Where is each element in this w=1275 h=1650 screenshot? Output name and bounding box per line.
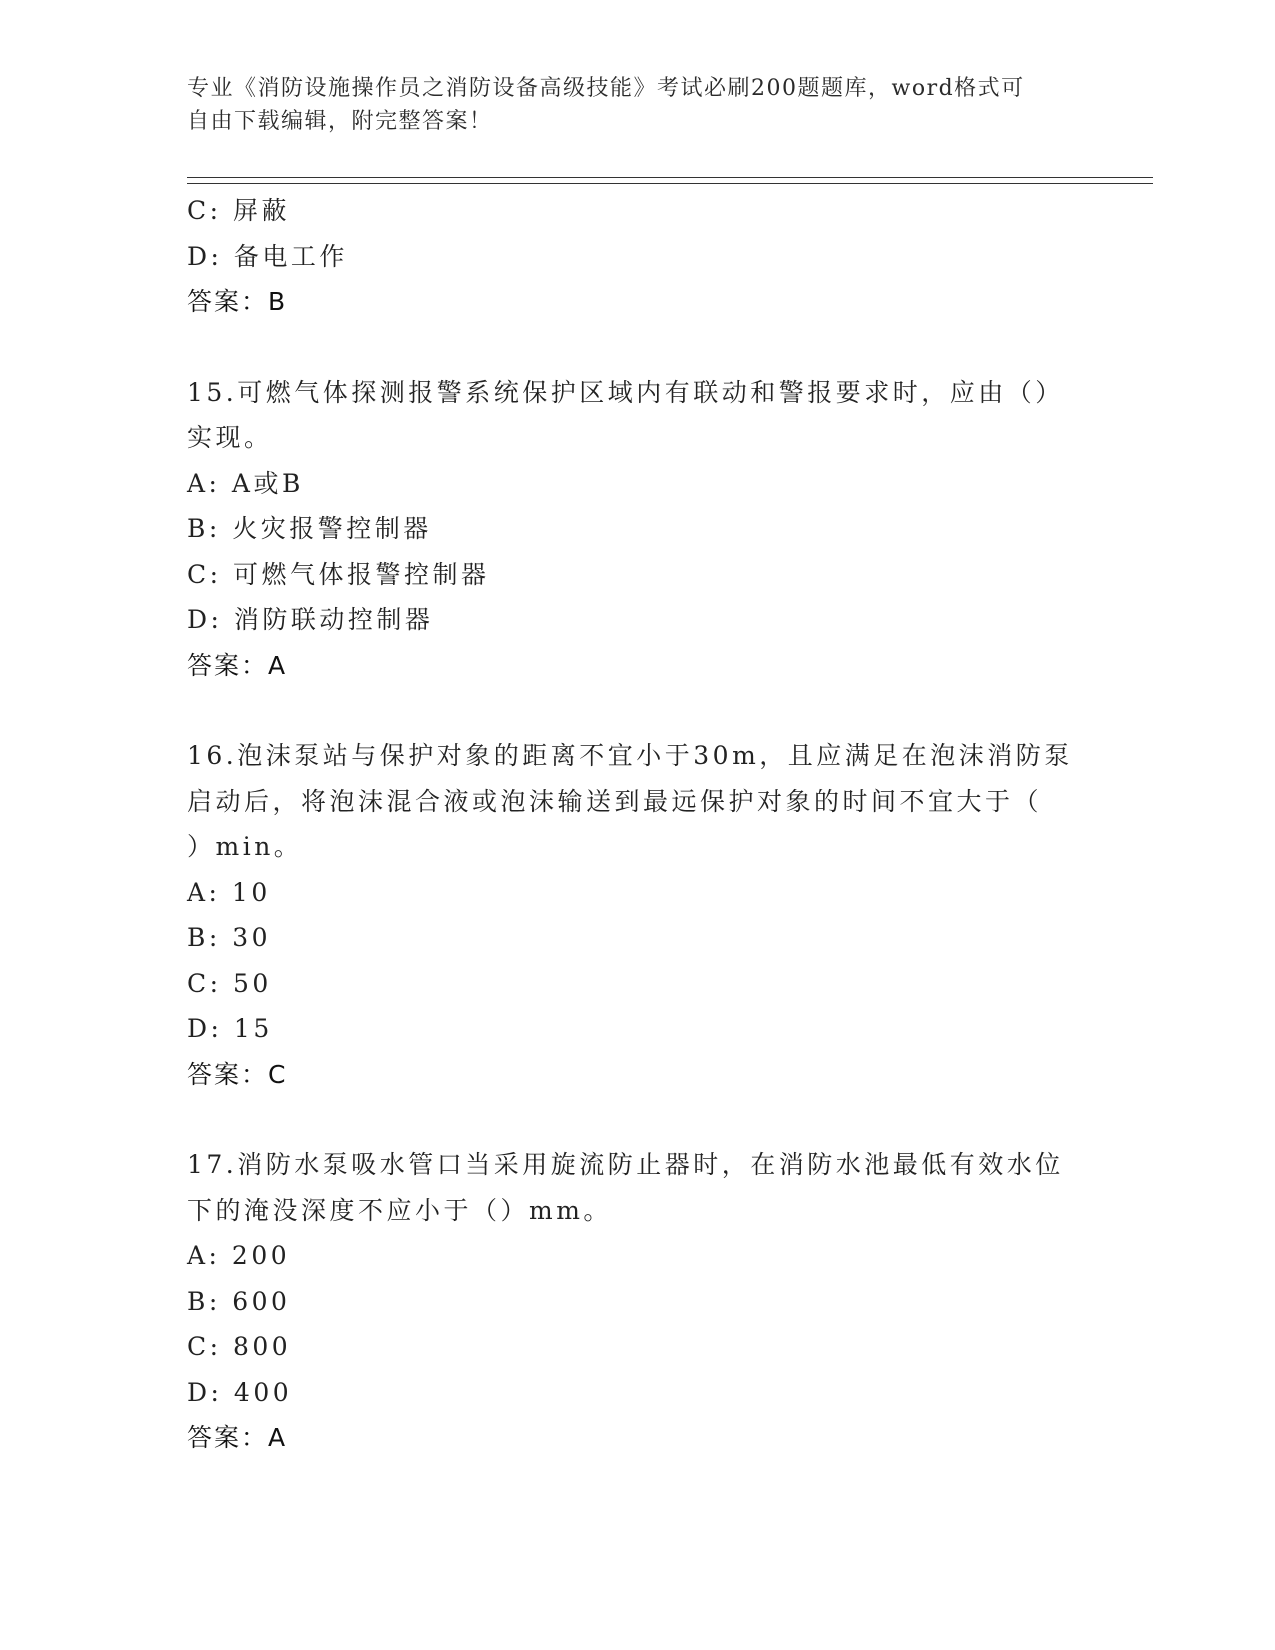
header-divider-top — [187, 177, 1153, 178]
question-list — [187, 188, 1087, 1461]
option-a: A: 10 — [187, 877, 271, 907]
document-header — [187, 72, 1067, 138]
option-d: D: 15 — [187, 1014, 273, 1043]
option-a: A: 200 — [187, 1241, 291, 1270]
option-b: B: 火灾报警控制器 — [187, 514, 432, 543]
option-c: C: 屏蔽 — [187, 196, 290, 225]
question-15 — [187, 370, 1087, 689]
question-text-line-2: 启动后，将泡沫混合液或泡沫输送到最远保护对象的时间不宜大于（ — [187, 786, 1043, 816]
answer-line: 答案：A — [187, 650, 288, 680]
header-title-line-1: 专业《消防设施操作员之消防设备高级技能》考试必刷200题题库，word格式可 — [187, 76, 1025, 101]
question-text-line-2: 实现。 — [187, 423, 273, 452]
question-text-line-1: 16.泡沫泵站与保护对象的距离不宜小于30m，且应满足在泡沫消防泵 — [187, 741, 1073, 770]
option-c: C: 50 — [187, 968, 272, 998]
answer-line: 答案：A — [187, 1423, 288, 1452]
answer-line: 答案：B — [187, 287, 288, 316]
option-a: A: A或B — [187, 468, 304, 498]
option-d: D: 消防联动控制器 — [187, 605, 434, 634]
question-text-line-2: 下的淹没深度不应小于（）mm。 — [187, 1195, 612, 1225]
question-text-line-1: 15.可燃气体探测报警系统保护区域内有联动和警报要求时，应由（） — [187, 377, 1064, 407]
header-title-line-2: 自由下载编辑，附完整答案！ — [187, 109, 493, 134]
option-c: C: 可燃气体报警控制器 — [187, 559, 490, 589]
question-text-line-3: ）min。 — [187, 832, 303, 861]
question-text-line-1: 17.消防水泵吸水管口当采用旋流防止器时，在消防水池最低有效水位 — [187, 1150, 1064, 1179]
option-b: B: 30 — [187, 923, 272, 952]
continued-question — [187, 188, 1087, 325]
option-c: C: 800 — [187, 1332, 292, 1361]
header-divider-bottom — [187, 183, 1153, 184]
answer-line: 答案：C — [187, 1059, 288, 1089]
option-b: B: 600 — [187, 1286, 291, 1316]
question-16 — [187, 733, 1087, 1097]
option-d: D: 400 — [187, 1377, 293, 1407]
question-17 — [187, 1142, 1087, 1461]
option-d: D: 备电工作 — [187, 241, 348, 271]
